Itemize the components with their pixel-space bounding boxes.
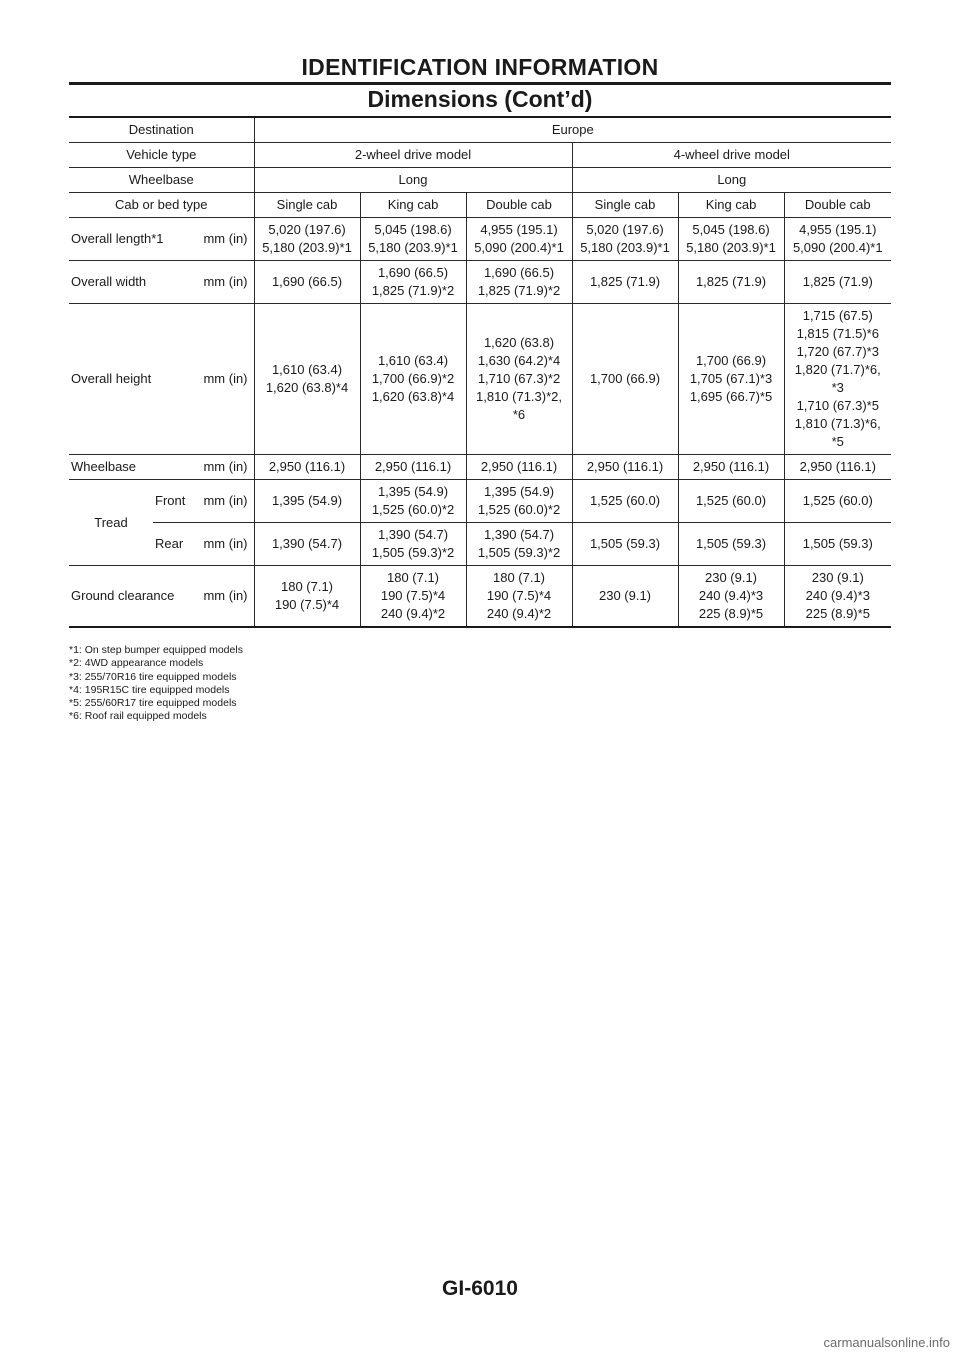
cell-line: 1,610 (63.4) <box>271 362 343 377</box>
overall-width-cell <box>572 261 678 304</box>
row-wheelbase-mm <box>69 455 891 480</box>
cell-line: 1,715 (67.5) <box>802 308 873 323</box>
cell-line: 5,045 (198.6) <box>374 222 452 237</box>
cell-line: 1,820 (71.7)*6, <box>794 362 881 377</box>
cab-type-cell: Double cab <box>784 193 891 218</box>
cell-line: 1,700 (66.9) <box>589 371 661 386</box>
cell-line: 230 (9.1) <box>704 570 758 585</box>
tread-front-cell <box>784 480 891 523</box>
overall-height-cell <box>572 304 678 455</box>
cell-line: 1,690 (66.5) <box>483 265 555 280</box>
cell-line: 2,950 (116.1) <box>586 459 664 474</box>
cell-line: 190 (7.5)*4 <box>274 597 340 612</box>
tread-rear-label <box>153 523 254 566</box>
footnote: *4: 195R15C tire equipped models <box>69 683 230 696</box>
cell-line: 1,610 (63.4) <box>377 353 449 368</box>
overall-length-cell <box>784 218 891 261</box>
cell-line: *3 <box>831 380 844 395</box>
row-label-text: Front <box>155 493 186 508</box>
cell-line: 1,505 (59.3)*2 <box>371 545 455 560</box>
overall-height-label <box>69 304 254 455</box>
row-overall-length <box>69 218 891 261</box>
tread-front-cell <box>254 480 360 523</box>
tread-label: Tread <box>69 480 153 566</box>
header-rule-top <box>69 82 891 85</box>
dimensions-table <box>69 118 891 628</box>
tread-front-cell <box>678 480 784 523</box>
cell-line: 1,395 (54.9) <box>483 484 555 499</box>
cell-line: 2,950 (116.1) <box>374 459 452 474</box>
overall-length-cell <box>360 218 466 261</box>
cell-line: 1,690 (66.5) <box>271 274 343 289</box>
cab-type-cell: Single cab <box>572 193 678 218</box>
overall-height-cell <box>360 304 466 455</box>
overall-length-cell <box>572 218 678 261</box>
cell-line: 1,810 (71.3)*2, <box>476 389 563 404</box>
footnote: *2: 4WD appearance models <box>69 657 204 670</box>
row-label-text: Rear <box>155 536 184 551</box>
cell-line: 230 (9.1) <box>598 588 652 603</box>
overall-width-cell <box>784 261 891 304</box>
row-cab-type <box>69 193 891 218</box>
footnote: *6: Roof rail equipped models <box>69 710 207 723</box>
cell-line: 1,695 (66.7)*5 <box>689 389 773 404</box>
unit-label: mm (in) <box>203 274 248 289</box>
overall-length-cell <box>254 218 360 261</box>
row-label-text: Overall height <box>71 371 152 386</box>
cell-line: 180 (7.1) <box>280 579 334 594</box>
overall-length-cell <box>678 218 784 261</box>
cell-line: 2,950 (116.1) <box>268 459 346 474</box>
tread-front-cell <box>572 480 678 523</box>
cab-type-cell: Single cab <box>254 193 360 218</box>
cell-line: 5,090 (200.4)*1 <box>792 240 883 255</box>
row-overall-height <box>69 304 891 455</box>
cell-line: 225 (8.9)*5 <box>698 606 764 621</box>
row-wheelbase-type <box>69 168 891 193</box>
cab-type-cell: Double cab <box>466 193 572 218</box>
cell-line: 240 (9.4)*3 <box>698 588 764 603</box>
cell-line: 5,045 (198.6) <box>692 222 770 237</box>
row-tread-front <box>69 480 891 523</box>
cell-line: 1,525 (60.0) <box>695 493 767 508</box>
ground-clearance-cell <box>466 566 572 628</box>
footnotes <box>69 644 243 724</box>
tread-rear-cell <box>360 523 466 566</box>
page-number: GI-6010 <box>442 1277 518 1300</box>
row-label-text: Overall width <box>71 274 147 289</box>
cell-line: 1,815 (71.5)*6 <box>796 326 879 341</box>
cell-line: 2,950 (116.1) <box>799 459 876 474</box>
tread-rear-cell <box>254 523 360 566</box>
cell-line: *6 <box>512 407 526 422</box>
unit-label: mm (in) <box>203 371 248 386</box>
tread-rear-cell <box>466 523 572 566</box>
ground-clearance-cell <box>784 566 891 628</box>
cell-line: 5,180 (203.9)*1 <box>368 240 458 255</box>
wheelbase-mm-cell <box>466 455 572 480</box>
section-title: IDENTIFICATION INFORMATION <box>301 54 659 80</box>
cell-line: 5,020 (197.6) <box>268 222 346 237</box>
tread-front-cell <box>466 480 572 523</box>
cell-line: 2,950 (116.1) <box>480 459 558 474</box>
cell-line: 1,630 (64.2)*4 <box>477 353 561 368</box>
cab-type-cell: King cab <box>360 193 466 218</box>
row-label-text: Wheelbase <box>71 459 137 474</box>
ground-clearance-cell <box>254 566 360 628</box>
overall-width-cell <box>254 261 360 304</box>
wheelbase-4wd: Long <box>572 168 891 193</box>
cell-line: 1,525 (60.0) <box>802 493 873 508</box>
cell-line: 1,690 (66.5) <box>377 265 449 280</box>
unit-label: mm (in) <box>203 493 248 508</box>
wheelbase-mm-cell <box>784 455 891 480</box>
wheelbase-mm-cell <box>572 455 678 480</box>
cell-line: 1,720 (67.7)*3 <box>796 344 879 359</box>
cell-line: 1,825 (71.9) <box>802 274 873 289</box>
vehicle-type-4wd: 4-wheel drive model <box>572 143 891 168</box>
destination-value: Europe <box>254 118 891 143</box>
ground-clearance-cell <box>360 566 466 628</box>
tread-front-label <box>153 480 254 523</box>
overall-width-cell <box>678 261 784 304</box>
footnote: *5: 255/60R17 tire equipped models <box>69 697 237 710</box>
cell-line: 4,955 (195.1) <box>480 222 558 237</box>
cell-line: 1,700 (66.9)*2 <box>371 371 455 386</box>
cell-line: 5,180 (203.9)*1 <box>686 240 776 255</box>
watermark-text: carmanualsonline.info <box>823 1335 950 1350</box>
cell-line: 5,180 (203.9)*1 <box>262 240 352 255</box>
wheelbase-mm-cell <box>678 455 784 480</box>
ground-clearance-cell <box>572 566 678 628</box>
cell-line: 2,950 (116.1) <box>692 459 770 474</box>
tread-front-cell <box>360 480 466 523</box>
cell-line: 1,620 (63.8)*4 <box>371 389 455 404</box>
cell-line: 1,710 (67.3)*5 <box>796 398 879 413</box>
destination-label: Destination <box>69 118 254 143</box>
unit-label: mm (in) <box>203 536 248 551</box>
wheelbase-mm-cell <box>254 455 360 480</box>
tread-rear-cell <box>678 523 784 566</box>
cell-line: 180 (7.1) <box>386 570 440 585</box>
cell-line: 1,505 (59.3) <box>802 536 873 551</box>
overall-width-cell <box>360 261 466 304</box>
cell-line: 1,395 (54.9) <box>377 484 449 499</box>
row-tread-rear <box>69 523 891 566</box>
overall-height-cell <box>678 304 784 455</box>
cell-line: 1,505 (59.3)*2 <box>477 545 561 560</box>
cell-line: 1,620 (63.8)*4 <box>265 380 349 395</box>
row-vehicle-type <box>69 143 891 168</box>
overall-width-label <box>69 261 254 304</box>
section-subtitle: Dimensions (Cont’d) <box>367 86 593 112</box>
overall-length-cell <box>466 218 572 261</box>
row-overall-width <box>69 261 891 304</box>
overall-length-label <box>69 218 254 261</box>
overall-height-cell <box>466 304 572 455</box>
tread-rear-cell <box>572 523 678 566</box>
cell-line: 240 (9.4)*3 <box>805 588 870 603</box>
cell-line: 1,810 (71.3)*6, <box>794 416 881 431</box>
wheelbase-mm-label <box>69 455 254 480</box>
cell-line: 5,020 (197.6) <box>586 222 664 237</box>
cell-line: 190 (7.5)*4 <box>380 588 446 603</box>
cell-line: 1,390 (54.7) <box>483 527 555 542</box>
row-label-text: Ground clearance <box>71 588 175 603</box>
row-destination <box>69 118 891 143</box>
ground-clearance-label <box>69 566 254 628</box>
cell-line: 1,825 (71.9)*2 <box>477 283 561 298</box>
cell-line: 180 (7.1) <box>492 570 546 585</box>
footnote: *1: On step bumper equipped models <box>69 644 243 656</box>
unit-label: mm (in) <box>203 588 248 603</box>
vehicle-type-label: Vehicle type <box>69 143 254 168</box>
overall-width-cell <box>466 261 572 304</box>
cell-line: 1,525 (60.0)*2 <box>371 502 455 517</box>
row-label-text: Overall length*1 <box>71 231 164 246</box>
cell-line: 230 (9.1) <box>811 570 864 585</box>
cab-type-cell: King cab <box>678 193 784 218</box>
ground-clearance-cell <box>678 566 784 628</box>
cell-line: 1,525 (60.0)*2 <box>477 502 561 517</box>
cell-line: 1,395 (54.9) <box>271 493 343 508</box>
cell-line: 1,390 (54.7) <box>271 536 343 551</box>
cell-line: 1,705 (67.1)*3 <box>689 371 773 386</box>
cell-line: 190 (7.5)*4 <box>486 588 552 603</box>
cell-line: 225 (8.9)*5 <box>805 606 870 621</box>
cab-type-label: Cab or bed type <box>69 193 254 218</box>
vehicle-type-2wd: 2-wheel drive model <box>254 143 572 168</box>
unit-label: mm (in) <box>203 459 248 474</box>
cell-line: 5,090 (200.4)*1 <box>474 240 564 255</box>
wheelbase-label: Wheelbase <box>69 168 254 193</box>
cell-line: 1,825 (71.9)*2 <box>371 283 455 298</box>
cell-line: 240 (9.4)*2 <box>486 606 552 621</box>
cell-line: 1,700 (66.9) <box>695 353 767 368</box>
cell-line: 1,710 (67.3)*2 <box>477 371 561 386</box>
cell-line: *5 <box>831 434 844 449</box>
footnote: *3: 255/70R16 tire equipped models <box>69 670 237 683</box>
cell-line: 1,505 (59.3) <box>589 536 661 551</box>
tread-rear-cell <box>784 523 891 566</box>
cell-line: 5,180 (203.9)*1 <box>580 240 670 255</box>
row-ground-clearance <box>69 566 891 628</box>
overall-height-cell <box>254 304 360 455</box>
wheelbase-2wd: Long <box>254 168 572 193</box>
overall-height-cell <box>784 304 891 455</box>
cell-line: 1,825 (71.9) <box>695 274 767 289</box>
wheelbase-mm-cell <box>360 455 466 480</box>
cell-line: 4,955 (195.1) <box>799 222 877 237</box>
cell-line: 1,620 (63.8) <box>483 335 555 350</box>
unit-label: mm (in) <box>203 231 248 246</box>
cell-line: 1,825 (71.9) <box>589 274 661 289</box>
cell-line: 1,390 (54.7) <box>377 527 449 542</box>
cell-line: 1,505 (59.3) <box>695 536 767 551</box>
cell-line: 240 (9.4)*2 <box>380 606 446 621</box>
cell-line: 1,525 (60.0) <box>589 493 661 508</box>
